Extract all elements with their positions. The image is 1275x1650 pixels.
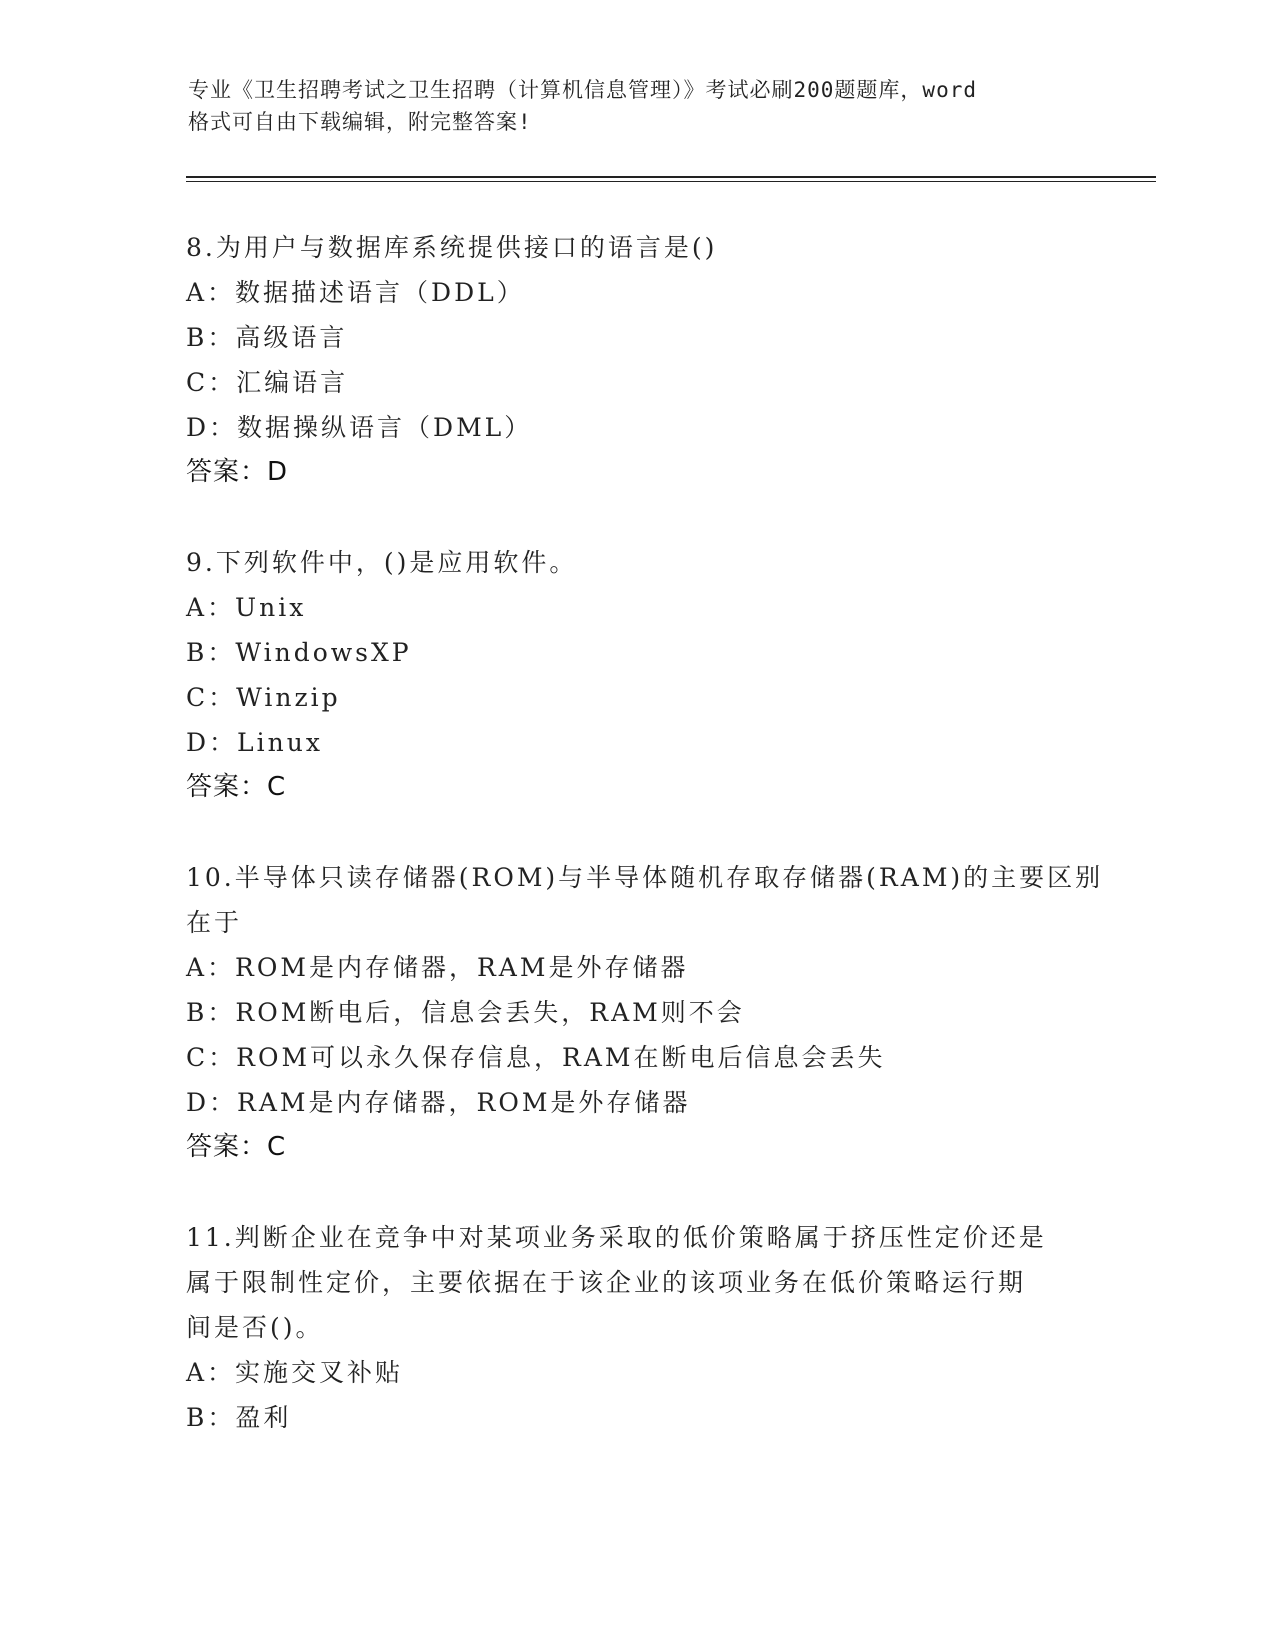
header-divider-thick [186, 176, 1156, 178]
question-stem: 8.为用户与数据库系统提供接口的语言是() [186, 233, 718, 262]
option-c: C：Winzip [186, 683, 341, 712]
question-8 [186, 225, 1086, 495]
header-divider-thin [186, 181, 1156, 182]
option-b: B：WindowsXP [186, 638, 412, 667]
question-stem-line-1: 11.判断企业在竞争中对某项业务采取的低价策略属于挤压性定价还是 [186, 1223, 1047, 1252]
answer: 答案：C [186, 772, 287, 802]
option-d: D：RAM是内存储器，ROM是外存储器 [186, 1088, 691, 1117]
header-line-2: 格式可自由下载编辑，附完整答案! [188, 110, 532, 134]
option-a: A：ROM是内存储器，RAM是外存储器 [186, 953, 689, 982]
header-line-1: 专业《卫生招聘考试之卫生招聘（计算机信息管理）》考试必刷200题题库，word [188, 78, 977, 102]
option-d: D：Linux [186, 728, 323, 757]
document-header [188, 74, 1088, 138]
question-10 [186, 855, 1104, 1170]
option-b: B：高级语言 [186, 323, 348, 352]
question-stem-line-2: 属于限制性定价，主要依据在于该企业的该项业务在低价策略运行期 [186, 1268, 1027, 1297]
question-stem: 9.下列软件中，()是应用软件。 [186, 548, 578, 577]
option-a: A：Unix [186, 593, 307, 622]
answer: 答案：C [186, 1132, 287, 1162]
question-stem-line-2: 在于 [186, 908, 243, 937]
answer: 答案：D [186, 457, 289, 487]
question-stem-line-1: 10.半导体只读存储器(ROM)与半导体随机存取存储器(RAM)的主要区别 [186, 863, 1104, 892]
option-b: B：ROM断电后，信息会丢失，RAM则不会 [186, 998, 745, 1027]
question-11 [186, 1215, 1086, 1440]
option-d: D：数据操纵语言（DML） [186, 413, 533, 442]
option-a: A：数据描述语言（DDL） [186, 278, 525, 307]
option-a: A：实施交叉补贴 [186, 1358, 404, 1387]
question-stem-line-3: 间是否()。 [186, 1313, 324, 1342]
option-c: C：ROM可以永久保存信息，RAM在断电后信息会丢失 [186, 1043, 886, 1072]
question-9 [186, 540, 1086, 810]
option-c: C：汇编语言 [186, 368, 349, 397]
option-b: B：盈利 [186, 1403, 292, 1432]
